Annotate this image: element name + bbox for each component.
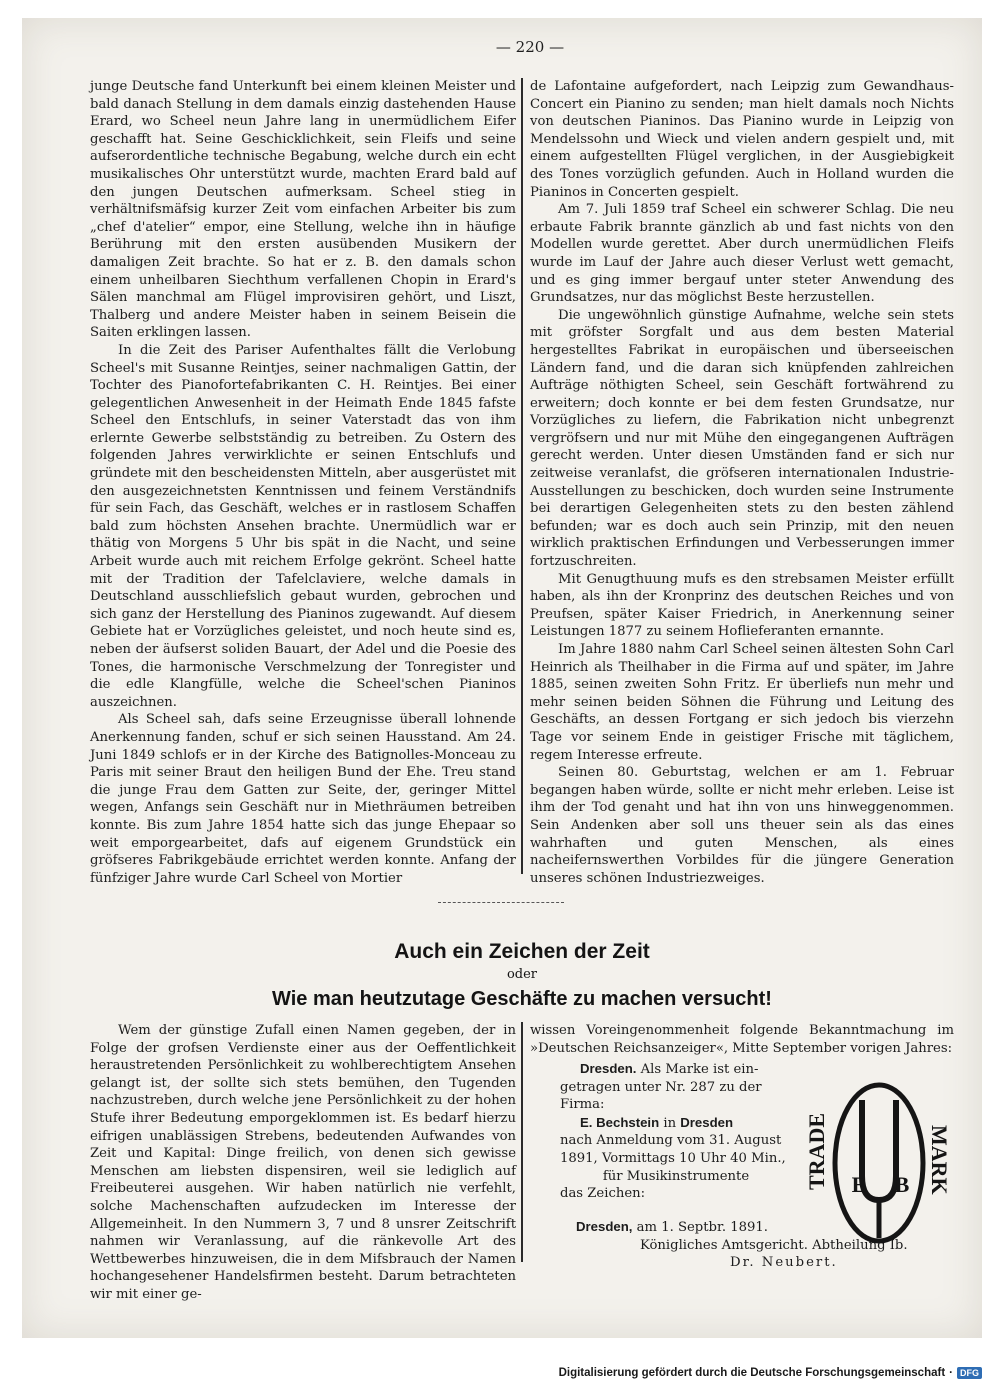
paragraph: Die ungewöhnlich günstige Aufnahme, welche sein stets mit gröfster Sorgfalt und aus dem besten Material hergestelltes Fabrikat in europäischen und überseeischen Ländern fand, und die daran sich knüpfenden zahlreichen Aufträge nöthigten Scheel, sein Geschäft fortwährend zu erweitern; doch konnte er bei dem festen Grundsatze, nur Vorzügliches zu liefern, die Fabrikation nicht unbegrenzt vergröfsern und nur mit Mühe den eingegangenen Aufträgen gerecht werden. Unter diesen Umständen fand er sich nur zeitweise veranlafst, die gröfseren internationalen Industrie-Ausstellungen zu beschicken, doch wurden seine Instrumente bei derartigen Gelegenheiten stets zu den besten zählend befunden; war es doch auch sein Prinzip, mit den neuen wirklich praktischen Erfindungen und Verbesserungen immer fortzuschreiten. bbox=[530, 307, 954, 570]
article2-column-left bbox=[90, 1022, 516, 1302]
article-title: Auch ein Zeichen der Zeit bbox=[394, 940, 650, 963]
trademark-notice bbox=[560, 1060, 792, 1203]
notice-text: 1891, Vormittags 10 Uhr 40 Min., bbox=[560, 1150, 786, 1166]
notice-signer: Dr. Neubert. bbox=[730, 1255, 838, 1271]
credit-text: Digitalisierung gefördert durch die Deutsche Forschungsgemeinschaft bbox=[558, 1366, 946, 1379]
paragraph: Wem der günstige Zufall einen Namen gegeben, der in Folge der grofsen Verdienste einer aus der Oeffentlichkeit heraustretenden Persönlichkeit zu wohlberechtigtem Ansehen gelangt ist, der sollte sich stets bemühen, den Tugenden nachzustreben, durch welche jene Persönlichkeit zu der hohen Stufe ihrer Bedeutung emporgeklommen ist. Es bedarf hierzu eifrigen unablässigen Strebens, bedeutenden Aufwandes von Zeit und Kapital: Dinge freilich, von denen sich gewisse Menschen am liebsten dispensiren, weil sie lediglich auf Freibeuterei ausgehen. Wir haben natürlich nie verfehlt, solche Machenschaften aufzudecken im Interesse der Allgemeinheit. In den Nummern 3, 7 und 8 unsrer Zeitschrift nahmen wir Veranlassung, auf die ränkevolle Art des Wettbewerbes hinzuweisen, die in dem Mifsbrauch der Namen hochangesehener Handelsfirmen besteht. Darum betrachteten wir mit einer ge- bbox=[90, 1023, 516, 1302]
column-divider bbox=[521, 1022, 523, 1262]
notice-text: in bbox=[663, 1115, 677, 1131]
trademark-letter-e: E bbox=[851, 1172, 867, 1197]
page-number: — 220 — bbox=[495, 38, 565, 56]
digitization-credit: Digitalisierung gefördert durch die Deutsche Forschungsgemeinschaft · DFG bbox=[559, 1364, 982, 1381]
column-divider bbox=[521, 78, 523, 874]
notice-firm-city: Dresden bbox=[680, 1114, 734, 1130]
paragraph: junge Deutsche fand Unterkunft bei einem kleinen Meister und bald danach Stellung in dem damals einzig dastehenden Hause Erard, wo Scheel neun Jahre lang in unermüdlichem Eifer geschafft hat. Seine Geschicklichkeit, sein Fleifs und seine aufserordentliche technische Begabung, welche durch ein echt musikalisches Ohr unterstützt wurde, machten Erard bald auf den jungen Deutschen aufmerksam. Scheel stieg in verhältnifsmäfsig kurzer Zeit vom einfachen Arbeiter bis zum „chef d'atelier“ empor, eine Stellung, welche ihn in häufige Berührung mit den ersten ausübenden Musikern der damaligen Zeit brachte. So hat er z. B. den damals schon einem unheilbaren Siechthum verfallenen Chopin in Erard's Sälen manchmal am Flügel improvisiren gehört, und Liszt, Thalberg und andere Meister haben in seinem Beisein die Saiten erklingen lassen. bbox=[90, 79, 516, 341]
paragraph: Im Jahre 1880 nahm Carl Scheel seinen ältesten Sohn Carl Heinrich als Theilhaber in die Firma auf und später, im Jahre 1885, seinen zweiten Sohn Fritz. Er überliefs nun mehr und mehr seinen beiden Söhnen die Führung und Leitung des Geschäfts, an dessen Fortgang er sich jedoch bis vierzehn Tage vor seinem Ende in geistiger Frische mit täglichem, regem Interesse erfreute. bbox=[530, 642, 954, 763]
section-separator bbox=[438, 902, 564, 904]
notice-city: Dresden. bbox=[580, 1061, 637, 1076]
article2-column-right bbox=[530, 1022, 954, 1058]
trademark-left-text: TRADE bbox=[804, 1112, 829, 1190]
dfg-logo-icon: DFG bbox=[957, 1367, 982, 1379]
paragraph: de Lafontaine aufgefordert, nach Leipzig zum Gewandhaus-Concert ein Pianino zu senden; man hielt damals noch Nichts von deutschen Pianinos. Das Pianino wurde in Leipzig von Mendelssohn und Wieck und vielen andern gespielt und, mit einem aufgestellten Flügel verglichen, in der Ausgiebigkeit des Tones vorzüglich gefunden. Auch in Holland wurden die Pianinos in Concerten gespielt. bbox=[530, 79, 954, 200]
notice-text: für Musikinstrumente bbox=[602, 1168, 750, 1184]
notice-court: Königliches Amtsgericht. Abtheilung Ib. bbox=[640, 1237, 908, 1253]
notice-text: nach Anmeldung vom 31. August bbox=[560, 1133, 782, 1149]
trademark-right-text: MARK bbox=[927, 1125, 952, 1195]
paragraph: Mit Genugthuung mufs es den strebsamen Meister erfüllt haben, als ihn der Kronprinz des deutschen Reiches und von Preufsen, später Kaiser Friedrich, in Anerkennung seiner Leistungen 1877 zu seinem Hoflieferanten ernannte. bbox=[530, 571, 954, 640]
notice-text: das Zeichen: bbox=[560, 1186, 646, 1202]
notice-firm: E. Bechstein bbox=[580, 1114, 660, 1130]
paragraph: wissen Voreingenommenheit folgende Bekanntmachung im »Deutschen Reichsanzeiger«, Mitte September vorigen Jahres: bbox=[530, 1023, 954, 1056]
paragraph: Am 7. Juli 1859 traf Scheel ein schwerer Schlag. Die neu erbaute Fabrik brannte gänzlich ab und fast nichts von den Modellen wurde gerettet. Aber durch unermüdlichen Fleifs wurde im Lauf der Jahre auch dieser Verlust wett gemacht, und es ging immer bergauf unter steter Anwendung des Grundsatzes, nur das möglichst Beste herzustellen. bbox=[530, 202, 954, 306]
paragraph: Als Scheel sah, dafs seine Erzeugnisse überall lohnende Anerkennung fanden, schuf er sich seinen Hausstand. Am 24. Juni 1849 schlofs er in der Kirche des Batignolles-Monceau zu Paris mit seiner Braut den heiligen Bund der Ehe. Treu stand die junge Frau dem Gatten zur Seite, der, geringer Mittel wegen, Anfangs sein Geschäft nur in Miethräumen betreiben konnte. Bis zum Jahre 1854 hatte sich das junge Ehepaar so weit emporgearbeitet, dafs auf eigenem Grundstück ein gröfseres Fabrikgebäude errichtet werden konnte. Anfang der fünfziger Jahre wurde Carl Scheel von Mortier bbox=[90, 712, 516, 886]
notice-text: Als Marke ist ein- bbox=[640, 1062, 759, 1077]
notice-date: am 1. Septbr. 1891. bbox=[636, 1220, 768, 1235]
paragraph: In die Zeit des Pariser Aufenthaltes fällt die Verlobung Scheel's mit Susanne Reintjes, seiner nachmaligen Gattin, der Tochter des Pianofortefabrikanten C. H. Reintjes. Bei einer gelegentlichen Anwesenheit in der Heimath Ende 1845 fafste Scheel den Entschlufs, in seiner Vaterstadt das von ihm erlernte Gewerbe selbstständig zu betreiben. Zu Ostern des folgenden Jahres verwirklichte er seinen Entschlufs und gründete mit den bescheidensten Mitteln, aber ausgerüstet mit den ausgezeichnetsten Kenntnissen und feinem Verständnifs für sein Fach, das Geschäft, welches er in rastlosem Schaffen bald zum höchsten Ansehen brachte. Unermüdlich war er thätig von Morgens 5 Uhr bis spät in die Nacht, und seine Arbeit wurde auch mit reichem Erfolge gekrönt. Scheel hatte mit der Tradition der Tafelclaviere, welche damals in Deutschland ausschliefslich gebaut wurden, gebrochen und sich ganz der Herstellung des Pianinos zugewandt. Auf diesem Gebiete hat er Vorzügliches geleistet, und noch heute sind es, neben der äufserst soliden Bauart, der Adel und die Poesie des Tones, die harmonische Verschmelzung der Tonregister und die edle Klangfülle, welche die Scheel'schen Pianinos auszeichnen. bbox=[90, 342, 517, 710]
paragraph: Seinen 80. Geburtstag, welchen er am 1. Februar begangen haben würde, sollte er nicht mehr erleben. Leise ist ihm der Tod genaht und hat ihn von uns hinweggenommen. Sein Andenken aber soll uns theuer sein als das eines wahrhaften und guten Menschen, als eines nacheifernswerthen Vorbildes für die jüngere Generation unseres schönen Industriezweiges. bbox=[530, 765, 954, 886]
trademark-letter-b: B bbox=[894, 1172, 910, 1197]
article-subtitle: Wie man heutzutage Geschäfte zu machen versucht! bbox=[272, 988, 772, 1010]
article-column-left bbox=[90, 78, 517, 886]
tuning-fork-icon bbox=[862, 1100, 896, 1200]
notice-text: Firma: bbox=[560, 1097, 605, 1113]
notice-text: getragen unter Nr. 287 zu der bbox=[560, 1079, 762, 1095]
notice-date-city: Dresden, bbox=[576, 1219, 633, 1234]
article-title-conjunction: oder bbox=[506, 967, 538, 982]
article-column-right bbox=[530, 78, 954, 886]
trademark-emblem bbox=[806, 1080, 952, 1246]
